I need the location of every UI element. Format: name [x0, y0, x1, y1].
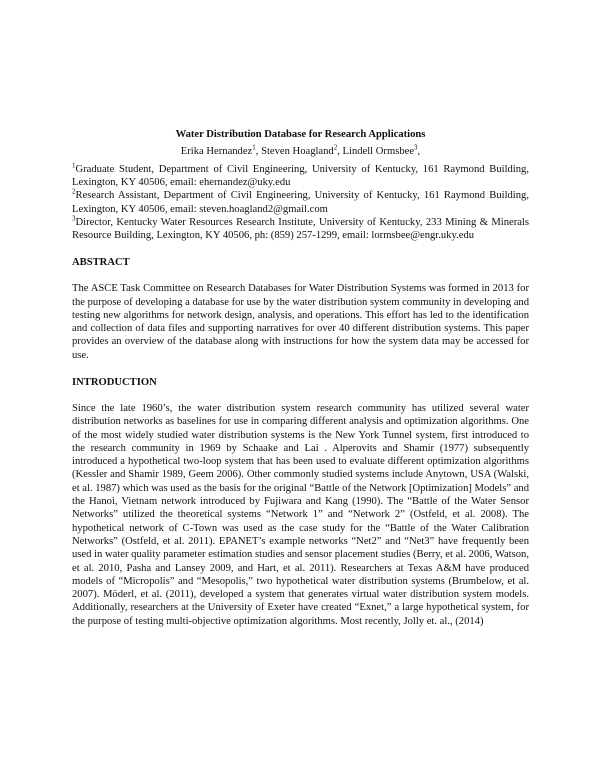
author-line [72, 145, 529, 159]
author-separator: , [255, 146, 262, 157]
affiliation-2 [72, 189, 529, 215]
author-separator: , [337, 146, 343, 157]
introduction-body: Since the late 1960’s, the water distribution system research community has utilized several water distribution networks as baselines for use in comparing different analysis and optimization algorithms. One of the most widely studied water distribution systems is the New York Tunnel system, first introduced to the research community in 1969 by Schaake and Lai . Alperovits and Shamir (1977) subsequently introduced a hypothetical two-loop system that has been used to evaluate different optimization algorithms (Kessler and Shamir 1989, Geem 2006). Other commonly studied systems include Anytown, USA (Walski, et al. 1987) which was used as the basis for the original “Battle of the Network [Optimization] Models” and the Hanoi, Vietnam network introduced by Fujiwara and Kang (1990). The “Battle of the Water Sensor Networks” utilized the theoretical systems “Network 1” and “Network 2” (Ostfeld, et al. 2008). The hypothetical network of C-Town was used as the case study for the “Battle of the Water Calibration Networks” (Ostfeld, et al. 2011). EPANET’s example networks “Net2” and “Net3” have frequently been used in water quality parameter estimation studies and sensor placement studies (Berry, et al. 2006, Watson, et al. 2010, Pasha and Lansey 2009, and Hart, et al. 2011). Researchers at Texas A&M have produced models of “Micropolis” and “Mesopolis,” two hypothetical water distribution systems (Brumbelow, et al. 2007). Möderl, et al. (2011), developed a system that generates virtual water distribution system models. Additionally, researchers at the University of Exeter have created “Exnet,” a large hypothetical system, for the purpose of testing multi-objective optimization algorithms. Most recently, Jolly et. al., (2014) [72, 403, 529, 627]
paper-title: Water Distribution Database for Research Applications [175, 129, 426, 140]
author-mark: 1 [252, 143, 256, 152]
affiliation-mark: 1 [72, 161, 76, 170]
affiliation-text: Research Assistant, Department of Civil Engineering, University of Kentucky, 161 Raymond Building, Lexington, KY 40506, email: steven.hoagland2@gmail.com [72, 190, 529, 215]
abstract-body: The ASCE Task Committee on Research Databases for Water Distribution Systems was formed in 2013 for the purpose of developing a database for use by the water distribution system community in developing and testing new algorithms for network design, analysis, and operations. This effort has led to the identification and collection of data files and supporting narratives for over 40 different distribution systems. This paper provides an overview of the database along with instructions for how the system data may be accessed for use. [72, 283, 529, 361]
author-separator: , [417, 146, 421, 157]
introduction-heading: INTRODUCTION [72, 377, 157, 388]
abstract-heading: ABSTRACT [72, 257, 130, 269]
author-name: Lindell Ormsbee [342, 146, 415, 157]
author-name: Steven Hoagland [261, 146, 334, 157]
author-mark: 3 [414, 143, 418, 152]
author-mark: 2 [333, 143, 338, 152]
author-name: Erika Hernandez [180, 146, 253, 157]
affiliation-text: Director, Kentucky Water Resources Research Institute, University of Kentucky, 233 Mining & Minerals Resource Building, Lexington, KY 40506, ph: (859) 257-1299, email: lormsbee@engr.uky.edu [72, 216, 529, 242]
affiliation-1 [72, 163, 529, 189]
affiliation-text: Graduate Student, Department of Civil Engineering, University of Kentucky, 161 Raymond Building, Lexington, KY 40506, email: ehernandez@uky.edu [72, 164, 529, 189]
affiliation-mark: 2 [72, 187, 76, 196]
affiliation-mark: 3 [72, 214, 76, 223]
affiliation-3 [72, 216, 529, 242]
